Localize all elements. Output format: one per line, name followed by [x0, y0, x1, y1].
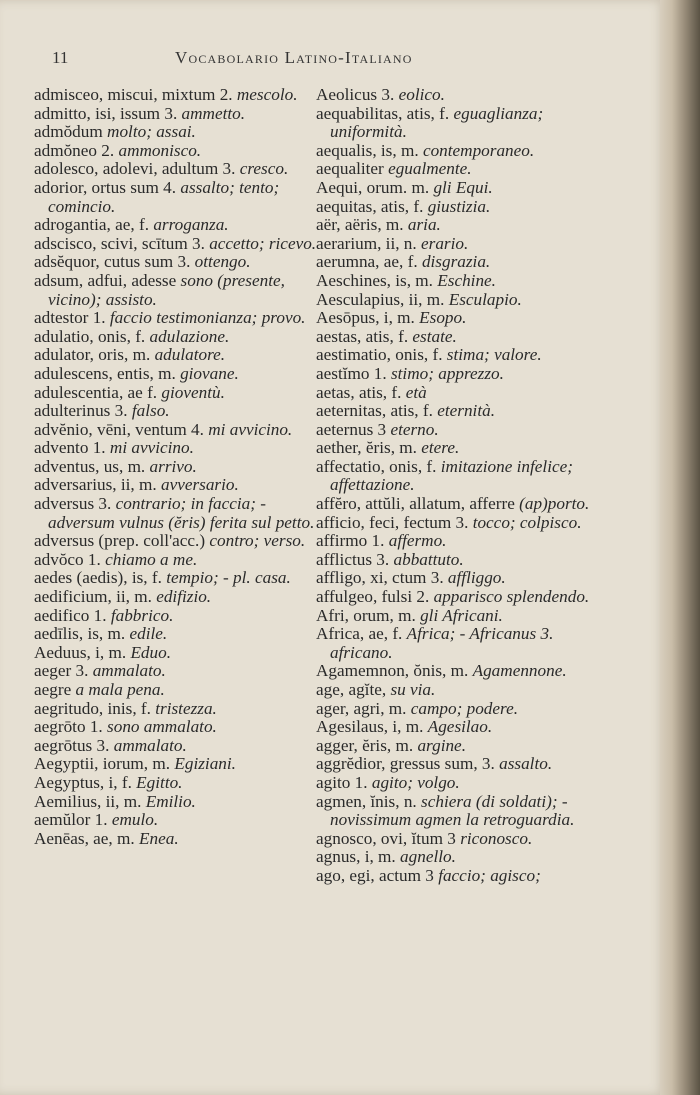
dictionary-entry: [316, 700, 606, 719]
dictionary-entry: [316, 532, 606, 551]
entry-headword: aggrĕdior, gressus sum, 3.: [316, 754, 495, 774]
entry-headword: Aemilius, ii, m.: [34, 791, 142, 811]
dictionary-entry: [34, 625, 324, 644]
dictionary-entry: [34, 700, 324, 719]
entry-translation: contemporaneo.: [422, 140, 535, 160]
entry-headword: aequitas, atis, f.: [316, 196, 424, 216]
entry-translation: stima; valore.: [446, 345, 542, 365]
entry-translation: Enea.: [139, 828, 179, 848]
dictionary-entry: [34, 737, 324, 756]
entry-headword: adulescens, entis, m.: [34, 363, 176, 383]
page-number: 11: [52, 48, 69, 67]
entry-translation: Esopo.: [419, 308, 467, 328]
dictionary-entry: [316, 848, 606, 867]
dictionary-entry: [316, 235, 606, 254]
dictionary-entry: [34, 402, 324, 421]
entry-headword: aedīlis, is, m.: [34, 624, 126, 644]
entry-translation: edile.: [129, 624, 168, 644]
dictionary-entry: [34, 439, 324, 458]
dictionary-entry: [316, 495, 606, 514]
entry-translation: mi avvicino.: [208, 419, 293, 439]
entry-translation: stimo; apprezzo.: [390, 363, 504, 383]
entry-translation: ammetto.: [181, 103, 246, 123]
entry-translation: Eduo.: [130, 642, 172, 662]
entry-translation: su via.: [390, 680, 436, 699]
entry-headword: aegre: [34, 680, 72, 699]
entry-translation: gioventù.: [161, 382, 225, 402]
entry-translation: accetto; ricevo.: [209, 233, 317, 253]
entry-headword: admŏneo 2.: [34, 140, 115, 160]
entry-translation: tristezza.: [155, 698, 217, 718]
entry-translation: Agamennone.: [472, 661, 567, 681]
dictionary-entry: [316, 328, 606, 347]
dictionary-entry: [34, 830, 324, 849]
dictionary-entry: [316, 774, 606, 793]
entry-translation: eternità.: [437, 401, 495, 421]
dictionary-entry: [316, 551, 606, 570]
dictionary-entry: [34, 793, 324, 812]
entry-headword: aedes (aedis), is, f.: [34, 568, 162, 588]
page-header: [0, 48, 666, 74]
entry-translation: falso.: [131, 401, 170, 421]
dictionary-entry: [316, 402, 606, 421]
dictionary-entry: [34, 421, 324, 440]
entry-translation: molto; assai.: [107, 122, 196, 142]
entry-translation: arrivo.: [149, 456, 197, 476]
entry-translation: assalto; tento; comincio.: [48, 177, 280, 216]
entry-translation: cresco.: [239, 159, 289, 179]
entry-translation: gli Africani.: [420, 605, 503, 625]
dictionary-entry: [34, 346, 324, 365]
entry-headword: Aequi, orum. m.: [316, 177, 430, 197]
dictionary-entry: [34, 551, 324, 570]
entry-headword: Aegyptus, i, f.: [34, 772, 132, 792]
entry-translation: contrario; in faccia; - adversum vulnus (ĕris) ferita sul petto.: [48, 494, 315, 532]
entry-translation: affermo.: [388, 531, 447, 551]
entry-headword: affligo, xi, ctum 3.: [316, 568, 444, 588]
dictionary-entry: [316, 867, 606, 886]
entry-translation: arroganza.: [153, 215, 229, 235]
dictionary-entry: [34, 160, 324, 179]
entry-headword: agito 1.: [316, 772, 368, 792]
dictionary-entry: [34, 662, 324, 681]
entry-headword: aether, ĕris, m.: [316, 438, 417, 458]
dictionary-entry: [316, 421, 606, 440]
entry-translation: ammalato.: [113, 735, 187, 755]
dictionary-entry: [316, 253, 606, 272]
dictionary-entry: [316, 588, 606, 607]
entry-translation: adulazione.: [149, 326, 230, 346]
entry-headword: Afri, orum, m.: [316, 605, 416, 625]
entry-headword: adscisco, scivi, scītum 3.: [34, 233, 205, 253]
dictionary-entry: [34, 774, 324, 793]
entry-translation: contro; verso.: [209, 531, 306, 551]
dictionary-entry: [34, 495, 324, 532]
dictionary-entry: [34, 811, 324, 830]
entry-translation: Africa; - Africanus 3. africano.: [330, 624, 554, 662]
dictionary-entry: [34, 142, 324, 161]
entry-translation: sono ammalato.: [107, 717, 217, 737]
entry-translation: erario.: [421, 233, 469, 253]
entry-headword: Aesōpus, i, m.: [316, 308, 415, 328]
entry-translation: avversario.: [160, 475, 239, 495]
entry-headword: adorior, ortus sum 4.: [34, 177, 177, 197]
dictionary-entry: [316, 625, 606, 662]
entry-translation: apparisco splendendo.: [433, 587, 590, 607]
entry-headword: age, agĭte,: [316, 680, 387, 699]
entry-translation: faccio testimonianza; provo.: [109, 308, 306, 328]
dictionary-entry: [316, 309, 606, 328]
entry-headword: affirmo 1.: [316, 531, 385, 551]
entry-headword: Agesilaus, i, m.: [316, 717, 424, 737]
entry-headword: aër, aëris, m.: [316, 215, 404, 235]
entry-headword: Aeolicus 3.: [316, 85, 395, 104]
entry-headword: Agamemnon, ŏnis, m.: [316, 661, 469, 681]
entry-headword: aestimatio, onis, f.: [316, 345, 443, 365]
entry-translation: affliggo.: [447, 568, 506, 588]
entry-translation: eguaglianza; uniformità.: [330, 103, 544, 142]
entry-headword: adversarius, ii, m.: [34, 475, 157, 495]
right-column: [316, 86, 606, 886]
entry-translation: disgrazia.: [421, 252, 491, 272]
dictionary-entry: [34, 384, 324, 403]
entry-translation: riconosco.: [460, 828, 533, 848]
entry-headword: aedificium, ii, m.: [34, 587, 152, 607]
dictionary-entry: [34, 179, 324, 216]
entry-headword: Aeduus, i, m.: [34, 642, 127, 662]
dictionary-entry: [34, 588, 324, 607]
entry-headword: admŏdum: [34, 122, 103, 142]
entry-headword: afficio, feci, fectum 3.: [316, 512, 469, 532]
entry-headword: affulgeo, fulsi 2.: [316, 587, 430, 607]
entry-headword: Aesculapius, ii, m.: [316, 289, 445, 309]
entry-headword: ago, egi, actum 3: [316, 865, 434, 885]
entry-translation: campo; podere.: [410, 698, 518, 718]
entry-translation: gli Equi.: [433, 177, 493, 197]
dictionary-entry: [34, 718, 324, 737]
dictionary-entry: [316, 272, 606, 291]
dictionary-entry: [316, 458, 606, 495]
dictionary-entry: [316, 365, 606, 384]
entry-translation: Egitto.: [136, 772, 183, 792]
entry-headword: aequabilitas, atis, f.: [316, 103, 450, 123]
entry-translation: Emilio.: [145, 791, 196, 811]
entry-translation: a mala pena.: [75, 680, 165, 699]
entry-headword: aetas, atis, f.: [316, 382, 402, 402]
dictionary-entry: [34, 365, 324, 384]
entry-translation: agito; volgo.: [371, 772, 460, 792]
left-column: [34, 86, 324, 848]
entry-headword: admisceo, miscui, mixtum 2.: [34, 85, 233, 104]
entry-headword: aegrōto 1.: [34, 717, 103, 737]
dictionary-entry: [34, 532, 324, 551]
dictionary-entry: [316, 142, 606, 161]
entry-headword: adulatio, onis, f.: [34, 326, 146, 346]
entry-headword: aemŭlor 1.: [34, 810, 108, 830]
dictionary-entry: [316, 105, 606, 142]
entry-translation: aria.: [407, 215, 441, 235]
entry-headword: adulator, oris, m.: [34, 345, 151, 365]
dictionary-entry: [34, 235, 324, 254]
entry-translation: fabbrico.: [110, 605, 174, 625]
entry-headword: affectatio, onis, f.: [316, 456, 437, 476]
dictionary-entry: [34, 272, 324, 309]
dictionary-entry: [316, 346, 606, 365]
page-edge: [660, 0, 700, 1095]
entry-headword: agger, ĕris, m.: [316, 735, 414, 755]
entry-translation: emulo.: [111, 810, 159, 830]
dictionary-entry: [316, 384, 606, 403]
entry-translation: egualmente.: [388, 159, 472, 179]
entry-headword: aerarium, ii, n.: [316, 233, 417, 253]
entry-translation: Eschine.: [437, 270, 496, 290]
dictionary-entry: [316, 514, 606, 533]
entry-headword: advĕnio, vēni, ventum 4.: [34, 419, 204, 439]
entry-headword: aequaliter: [316, 159, 384, 179]
entry-translation: imitazione infelice; affettazione.: [330, 456, 573, 495]
dictionary-entry: [34, 681, 324, 700]
entry-translation: Esculapio.: [448, 289, 522, 309]
dictionary-entry: [316, 830, 606, 849]
entry-translation: tempio; - pl. casa.: [166, 568, 291, 588]
entry-headword: adversus 3.: [34, 494, 112, 514]
entry-headword: afflictus 3.: [316, 549, 390, 569]
entry-headword: adventus, us, m.: [34, 456, 146, 476]
entry-headword: Aeschines, is, m.: [316, 270, 433, 290]
entry-headword: aerumna, ae, f.: [316, 252, 418, 272]
entry-translation: chiamo a me.: [105, 549, 198, 569]
dictionary-entry: [34, 86, 324, 105]
dictionary-entry: [316, 198, 606, 217]
entry-translation: sono (presente, vicino); assisto.: [48, 270, 285, 309]
dictionary-entry: [316, 439, 606, 458]
entry-headword: adolesco, adolevi, adultum 3.: [34, 159, 236, 179]
entry-headword: aestas, atis, f.: [316, 326, 409, 346]
entry-translation: mescolo.: [236, 85, 298, 104]
entry-headword: agnus, i, m.: [316, 847, 396, 867]
dictionary-entry: [316, 569, 606, 588]
entry-translation: Agesilao.: [427, 717, 493, 737]
dictionary-entry: [316, 662, 606, 681]
entry-translation: agnello.: [400, 847, 456, 867]
entry-translation: abbattuto.: [393, 549, 464, 569]
entry-translation: assalto.: [499, 754, 553, 774]
entry-translation: schiera (di soldati); - novissimum agmen la retroguardia.: [330, 791, 575, 830]
entry-headword: Aegyptii, iorum, m.: [34, 754, 171, 774]
entry-headword: ager, agri, m.: [316, 698, 407, 718]
dictionary-entry: [316, 216, 606, 235]
entry-translation: tocco; colpisco.: [472, 512, 582, 532]
entry-headword: adsum, adfui, adesse: [34, 270, 177, 290]
entry-translation: giovane.: [180, 363, 239, 383]
entry-translation: ottengo.: [194, 252, 251, 272]
dictionary-entry: [34, 328, 324, 347]
entry-headword: aedifico 1.: [34, 605, 107, 625]
entry-headword: affĕro, attŭli, allatum, afferre: [316, 494, 515, 514]
entry-translation: adulatore.: [154, 345, 226, 365]
dictionary-entry: [34, 607, 324, 626]
dictionary-entry: [316, 681, 606, 700]
entry-headword: aegritudo, inis, f.: [34, 698, 151, 718]
entry-translation: (ap)porto.: [519, 494, 590, 514]
entry-translation: eolico.: [398, 85, 445, 104]
entry-headword: adtestor 1.: [34, 308, 106, 328]
dictionary-entry: [316, 86, 606, 105]
dictionary-entry: [316, 737, 606, 756]
entry-headword: adrogantia, ae, f.: [34, 215, 150, 235]
entry-translation: età: [405, 382, 427, 402]
entry-translation: eterno.: [390, 419, 439, 439]
dictionary-entry: [34, 476, 324, 495]
dictionary-entry: [34, 458, 324, 477]
entry-translation: etere.: [421, 438, 460, 458]
dictionary-entry: [316, 718, 606, 737]
dictionary-entry: [316, 179, 606, 198]
entry-translation: argine.: [417, 735, 466, 755]
dictionary-entry: [34, 644, 324, 663]
entry-headword: Africa, ae, f.: [316, 624, 403, 644]
dictionary-entry: [34, 105, 324, 124]
entry-translation: giustizia.: [427, 196, 491, 216]
dictionary-entry: [316, 160, 606, 179]
entry-translation: edifizio.: [156, 587, 212, 607]
entry-headword: advŏco 1.: [34, 549, 101, 569]
entry-translation: Egiziani.: [174, 754, 236, 774]
entry-headword: advento 1.: [34, 438, 106, 458]
entry-headword: aeger 3.: [34, 661, 89, 681]
dictionary-entry: [34, 569, 324, 588]
dictionary-entry: [34, 755, 324, 774]
entry-headword: admitto, isi, issum 3.: [34, 103, 178, 123]
entry-headword: agnosco, ovi, ĭtum 3: [316, 828, 456, 848]
entry-translation: estate.: [412, 326, 457, 346]
entry-headword: aeternitas, atis, f.: [316, 401, 433, 421]
entry-headword: aestĭmo 1.: [316, 363, 387, 383]
entry-translation: faccio; agisco;: [438, 865, 541, 885]
entry-headword: aegrōtus 3.: [34, 735, 110, 755]
dictionary-entry: [316, 793, 606, 830]
dictionary-entry: [34, 309, 324, 328]
entry-translation: ammonisco.: [118, 140, 202, 160]
entry-translation: mi avvicino.: [109, 438, 194, 458]
entry-headword: aeternus 3: [316, 419, 387, 439]
entry-translation: ammalato.: [92, 661, 166, 681]
dictionary-entry: [34, 253, 324, 272]
running-title: Vocabolario Latino-Italiano: [175, 48, 413, 67]
entry-headword: aequalis, is, m.: [316, 140, 419, 160]
entry-headword: agmen, ĭnis, n.: [316, 791, 417, 811]
entry-headword: adsĕquor, cutus sum 3.: [34, 252, 191, 272]
entry-headword: adulterinus 3.: [34, 401, 128, 421]
dictionary-entry: [316, 607, 606, 626]
dictionary-entry: [316, 291, 606, 310]
entry-headword: adversus (prep. coll'acc.): [34, 531, 206, 551]
entry-headword: Aenēas, ae, m.: [34, 828, 135, 848]
dictionary-entry: [34, 216, 324, 235]
dictionary-entry: [316, 755, 606, 774]
entry-headword: adulescentia, ae f.: [34, 382, 158, 402]
dictionary-entry: [34, 123, 324, 142]
